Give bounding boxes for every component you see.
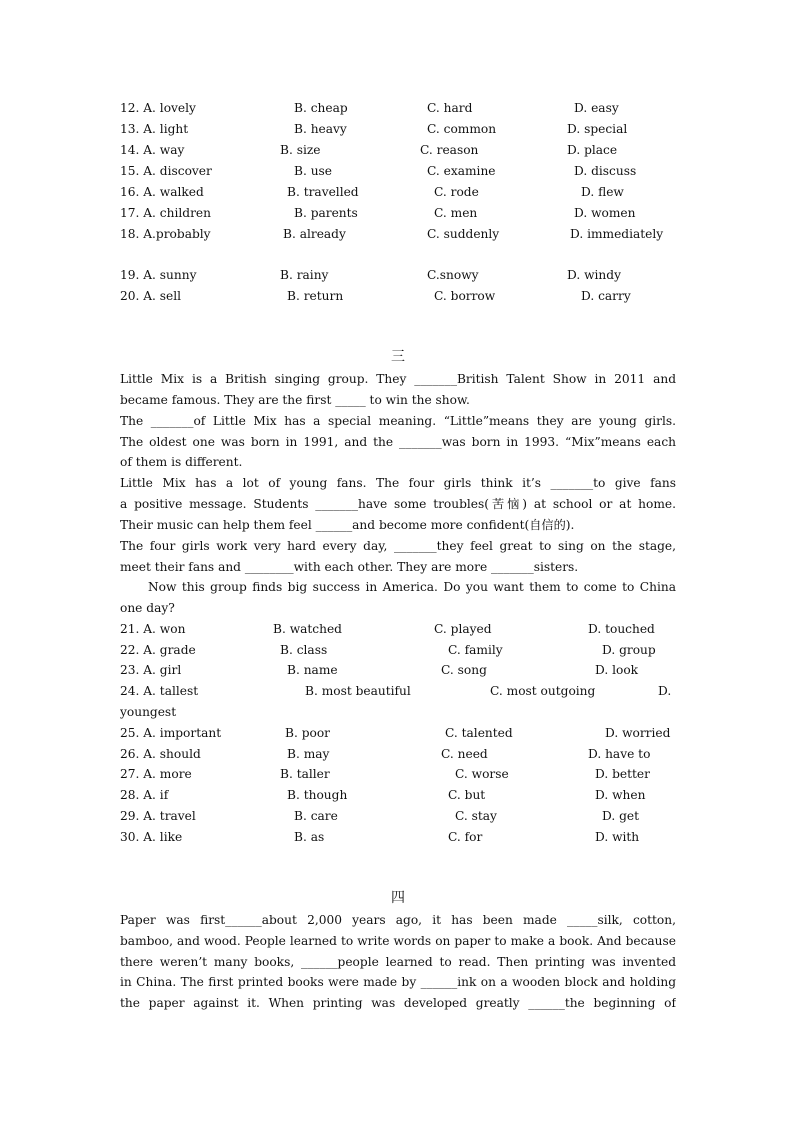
- passage-line: Their music can help them feel ______and become more confident(自信的).: [120, 518, 575, 532]
- option-a: 12. A. lovely: [120, 101, 196, 115]
- passage-line: The oldest one was born in 1991, and the _______was born in 1993. “Mix”means each: [120, 435, 676, 449]
- option-c: C. song: [441, 663, 487, 677]
- option-d: D. carry: [581, 289, 631, 303]
- option-a: 24. A. tallest: [120, 684, 199, 698]
- option-d: D. special: [567, 122, 628, 136]
- option-d: D. worried: [605, 726, 671, 740]
- option-c: C. suddenly: [427, 227, 500, 241]
- option-c: C. men: [434, 206, 478, 220]
- option-b: B. parents: [294, 206, 358, 220]
- section-heading-3: 三: [391, 349, 405, 365]
- option-d: D. have to: [588, 747, 651, 761]
- option-c: C. stay: [455, 809, 497, 823]
- option-b: B. care: [294, 809, 338, 823]
- option-d: D. windy: [567, 268, 621, 282]
- passage-line: there weren’t many books, ______people learned to read. Then printing was invented: [120, 955, 676, 969]
- option-a: 27. A. more: [120, 767, 192, 781]
- option-c: C. need: [441, 747, 488, 761]
- option-b: B. size: [280, 143, 321, 157]
- passage-line: Paper was first______about 2,000 years ago, it has been made _____silk, cotton,: [120, 913, 676, 927]
- option-a: 25. A. important: [120, 726, 222, 740]
- passage-line: a positive message. Students _______have some troubles(苦恼) at school or at home.: [120, 497, 676, 511]
- passage-line: The _______of Little Mix has a special meaning. “Little”means they are young girls.: [120, 414, 676, 428]
- option-a: 19. A. sunny: [120, 268, 197, 282]
- option-c: C.snowy: [427, 268, 479, 282]
- option-c: C. but: [448, 788, 486, 802]
- option-c: C. family: [448, 643, 503, 657]
- option-a: 18. A.probably: [120, 227, 211, 241]
- option-d: D. group: [602, 643, 656, 657]
- option-b: B. poor: [285, 726, 331, 740]
- option-a: 17. A. children: [120, 206, 211, 220]
- option-a: 30. A. like: [120, 830, 183, 844]
- option-b: B. watched: [273, 622, 342, 636]
- option-c: C. rode: [434, 185, 479, 199]
- option-c: C. reason: [420, 143, 479, 157]
- option-c: C. for: [448, 830, 483, 844]
- option-c: C. played: [434, 622, 492, 636]
- option-a: 21. A. won: [120, 622, 186, 636]
- option-a: 13. A. light: [120, 122, 189, 136]
- option-b: B. cheap: [294, 101, 348, 115]
- option-c: C. examine: [427, 164, 496, 178]
- option-a: 29. A. travel: [120, 809, 196, 823]
- option-c: C. common: [427, 122, 497, 136]
- passage-line: The four girls work very hard every day, _______they feel great to sing on the stage,: [120, 539, 676, 553]
- option-d: D. better: [595, 767, 650, 781]
- option-d: D. touched: [588, 622, 655, 636]
- option-d: D.: [658, 684, 672, 698]
- option-d: D. place: [567, 143, 618, 157]
- option-a: 16. A. walked: [120, 185, 204, 199]
- option-b: B. may: [287, 747, 330, 761]
- option-c: C. borrow: [434, 289, 496, 303]
- option-d: D. get: [602, 809, 639, 823]
- section-heading-4: 四: [391, 890, 405, 906]
- option-b: B. heavy: [294, 122, 347, 136]
- option-b: B. most beautiful: [305, 684, 411, 698]
- passage-line: of them is different.: [120, 455, 243, 469]
- option-a: 28. A. if: [120, 788, 169, 802]
- option-d: D. when: [595, 788, 646, 802]
- option-b: B. travelled: [287, 185, 359, 199]
- option-c: C. most outgoing: [490, 684, 596, 698]
- option-b: B. though: [287, 788, 348, 802]
- passage-line: bamboo, and wood. People learned to write words on paper to make a book. And because: [120, 934, 676, 948]
- option-d: D. discuss: [574, 164, 637, 178]
- option-d: D. look: [595, 663, 639, 677]
- option-b: B. return: [287, 289, 344, 303]
- option-a: 15. A. discover: [120, 164, 212, 178]
- passage-line: the paper against it. When printing was developed greatly ______the beginning of: [120, 996, 676, 1010]
- option-b: B. rainy: [280, 268, 329, 282]
- option-a: 20. A. sell: [120, 289, 182, 303]
- option-d: D. flew: [581, 185, 624, 199]
- option-a: 26. A. should: [120, 747, 201, 761]
- passage-line: Little Mix is a British singing group. They _______British Talent Show in 2011 and: [120, 372, 676, 386]
- option-b: B. already: [283, 227, 346, 241]
- question-24-wrap: youngest: [120, 705, 177, 719]
- option-c: C. talented: [445, 726, 513, 740]
- passage-line: in China. The first printed books were made by ______ink on a wooden block and holding: [120, 975, 676, 989]
- passage-line: Little Mix has a lot of young fans. The four girls think it’s _______to give fans: [120, 476, 676, 490]
- option-b: B. class: [280, 643, 328, 657]
- passage-line: meet their fans and ________with each other. They are more _______sisters.: [120, 560, 579, 574]
- option-c: C. hard: [427, 101, 473, 115]
- option-d: D. immediately: [570, 227, 664, 241]
- option-a: 14. A. way: [120, 143, 185, 157]
- passage-line: became famous. They are the first _____ to win the show.: [120, 393, 470, 407]
- option-b: B. name: [287, 663, 338, 677]
- option-a: 23. A. girl: [120, 663, 182, 677]
- option-b: B. as: [294, 830, 325, 844]
- option-b: B. use: [294, 164, 333, 178]
- option-d: D. easy: [574, 101, 619, 115]
- option-a: 22. A. grade: [120, 643, 196, 657]
- passage-line: Now this group finds big success in America. Do you want them to come to China: [148, 580, 676, 594]
- option-d: D. with: [595, 830, 640, 844]
- option-b: B. taller: [280, 767, 330, 781]
- option-c: C. worse: [455, 767, 509, 781]
- option-d: D. women: [574, 206, 636, 220]
- passage-line: one day?: [120, 601, 175, 615]
